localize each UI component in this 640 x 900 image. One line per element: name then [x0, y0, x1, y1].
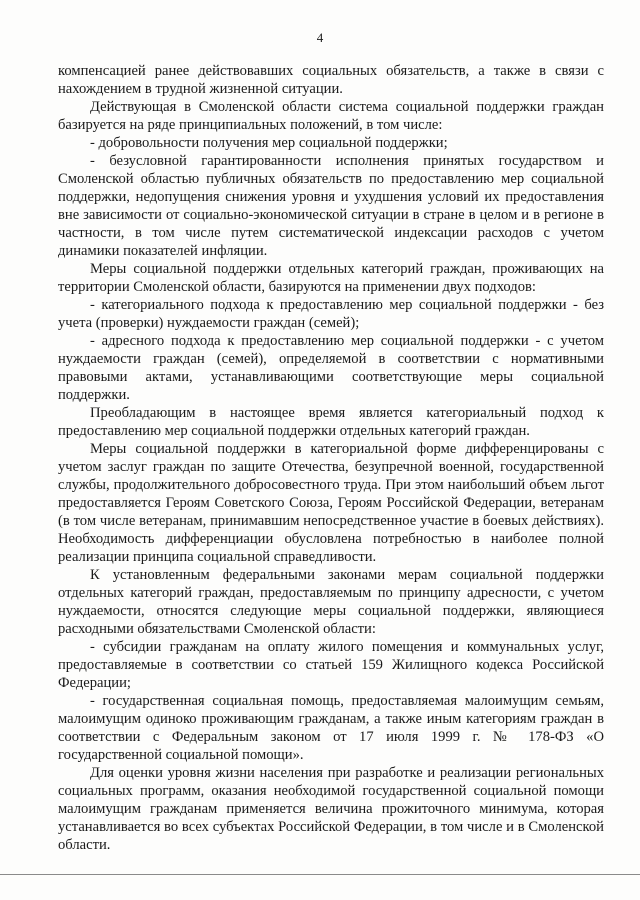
list-item: - безусловной гарантированности исполнения принятых государством и Смоленской областью публичных обязательств по предоставлению мер социальной поддержки, недопущения снижения уровня и ухудшения условий их предоставления вне зависимости от социально-экономической ситуации в стране в целом и в регионе в частности, в том числе путем систематической индексации расходов с учетом динамики показателей инфляции. — [58, 153, 604, 259]
paragraph: Меры социальной поддержки отдельных категорий граждан, проживающих на территории Смоленской области, базируются на применении двух подходов: — [58, 261, 604, 295]
list-item: - адресного подхода к предоставлению мер социальной поддержки - с учетом нуждаемости граждан (семей), определяемой в соответствии с нормативными правовыми актами, устанавливающими соответствующие меры социальной поддержки. — [58, 333, 604, 403]
paragraph: компенсацией ранее действовавших социальных обязательств, а также в связи с нахождением в трудной жизненной ситуации. — [58, 63, 604, 97]
paragraph: Для оценки уровня жизни населения при разработке и реализации региональных социальных программ, оказания необходимой государственной социальной помощи малоимущим гражданам применяется величина прожиточного минимума, которая устанавливается во всех субъектах Российской Федерации, в том числе и в Смоленской области. — [58, 765, 604, 853]
list-item: - субсидии гражданам на оплату жилого помещения и коммунальных услуг, предоставляемые в соответствии со статьей 159 Жилищного кодекса Российской Федерации; — [58, 639, 604, 691]
bottom-divider — [0, 874, 640, 875]
list-item: - государственная социальная помощь, предоставляемая малоимущим семьям, малоимущим одиноко проживающим гражданам, а также иным категориям граждан в соответствии с Федеральным законом от 17 июля 1999 г. № 178-ФЗ «О государственной социальной помощи». — [58, 693, 604, 763]
page-number: 4 — [316, 30, 324, 45]
paragraph: Действующая в Смоленской области система социальной поддержки граждан базируется на ряде принципиальных положений, в том числе: — [58, 99, 604, 133]
list-item: - категориального подхода к предоставлению мер социальной поддержки - без учета (проверки) нуждаемости граждан (семей); — [58, 297, 604, 331]
paragraph: Меры социальной поддержки в категориальной форме дифференцированы с учетом заслуг граждан по защите Отечества, безупречной военной, государственной службы, продолжительного добросовестного труда. При этом наибольший объем льгот предоставляется Героям Советского Союза, Героям Российской Федерации, ветеранам (в том числе ветеранам, принимавшим непосредственное участие в боевых действиях). Необходимость дифференциации обусловлена потребностью в наиболее полной реализации принципа социальной справедливости. — [58, 441, 604, 565]
paragraph: Преобладающим в настоящее время является категориальный подход к предоставлению мер социальной поддержки отдельных категорий граждан. — [58, 405, 604, 439]
list-item: - добровольности получения мер социальной поддержки; — [90, 135, 448, 151]
document-body — [58, 62, 604, 854]
paragraph: К установленным федеральными законами мерам социальной поддержки отдельных категорий граждан, предоставляемым по принципу адресности, с учетом нуждаемости, относятся следующие меры социальной поддержки, являющиеся расходными обязательствами Смоленской области: — [58, 567, 604, 637]
